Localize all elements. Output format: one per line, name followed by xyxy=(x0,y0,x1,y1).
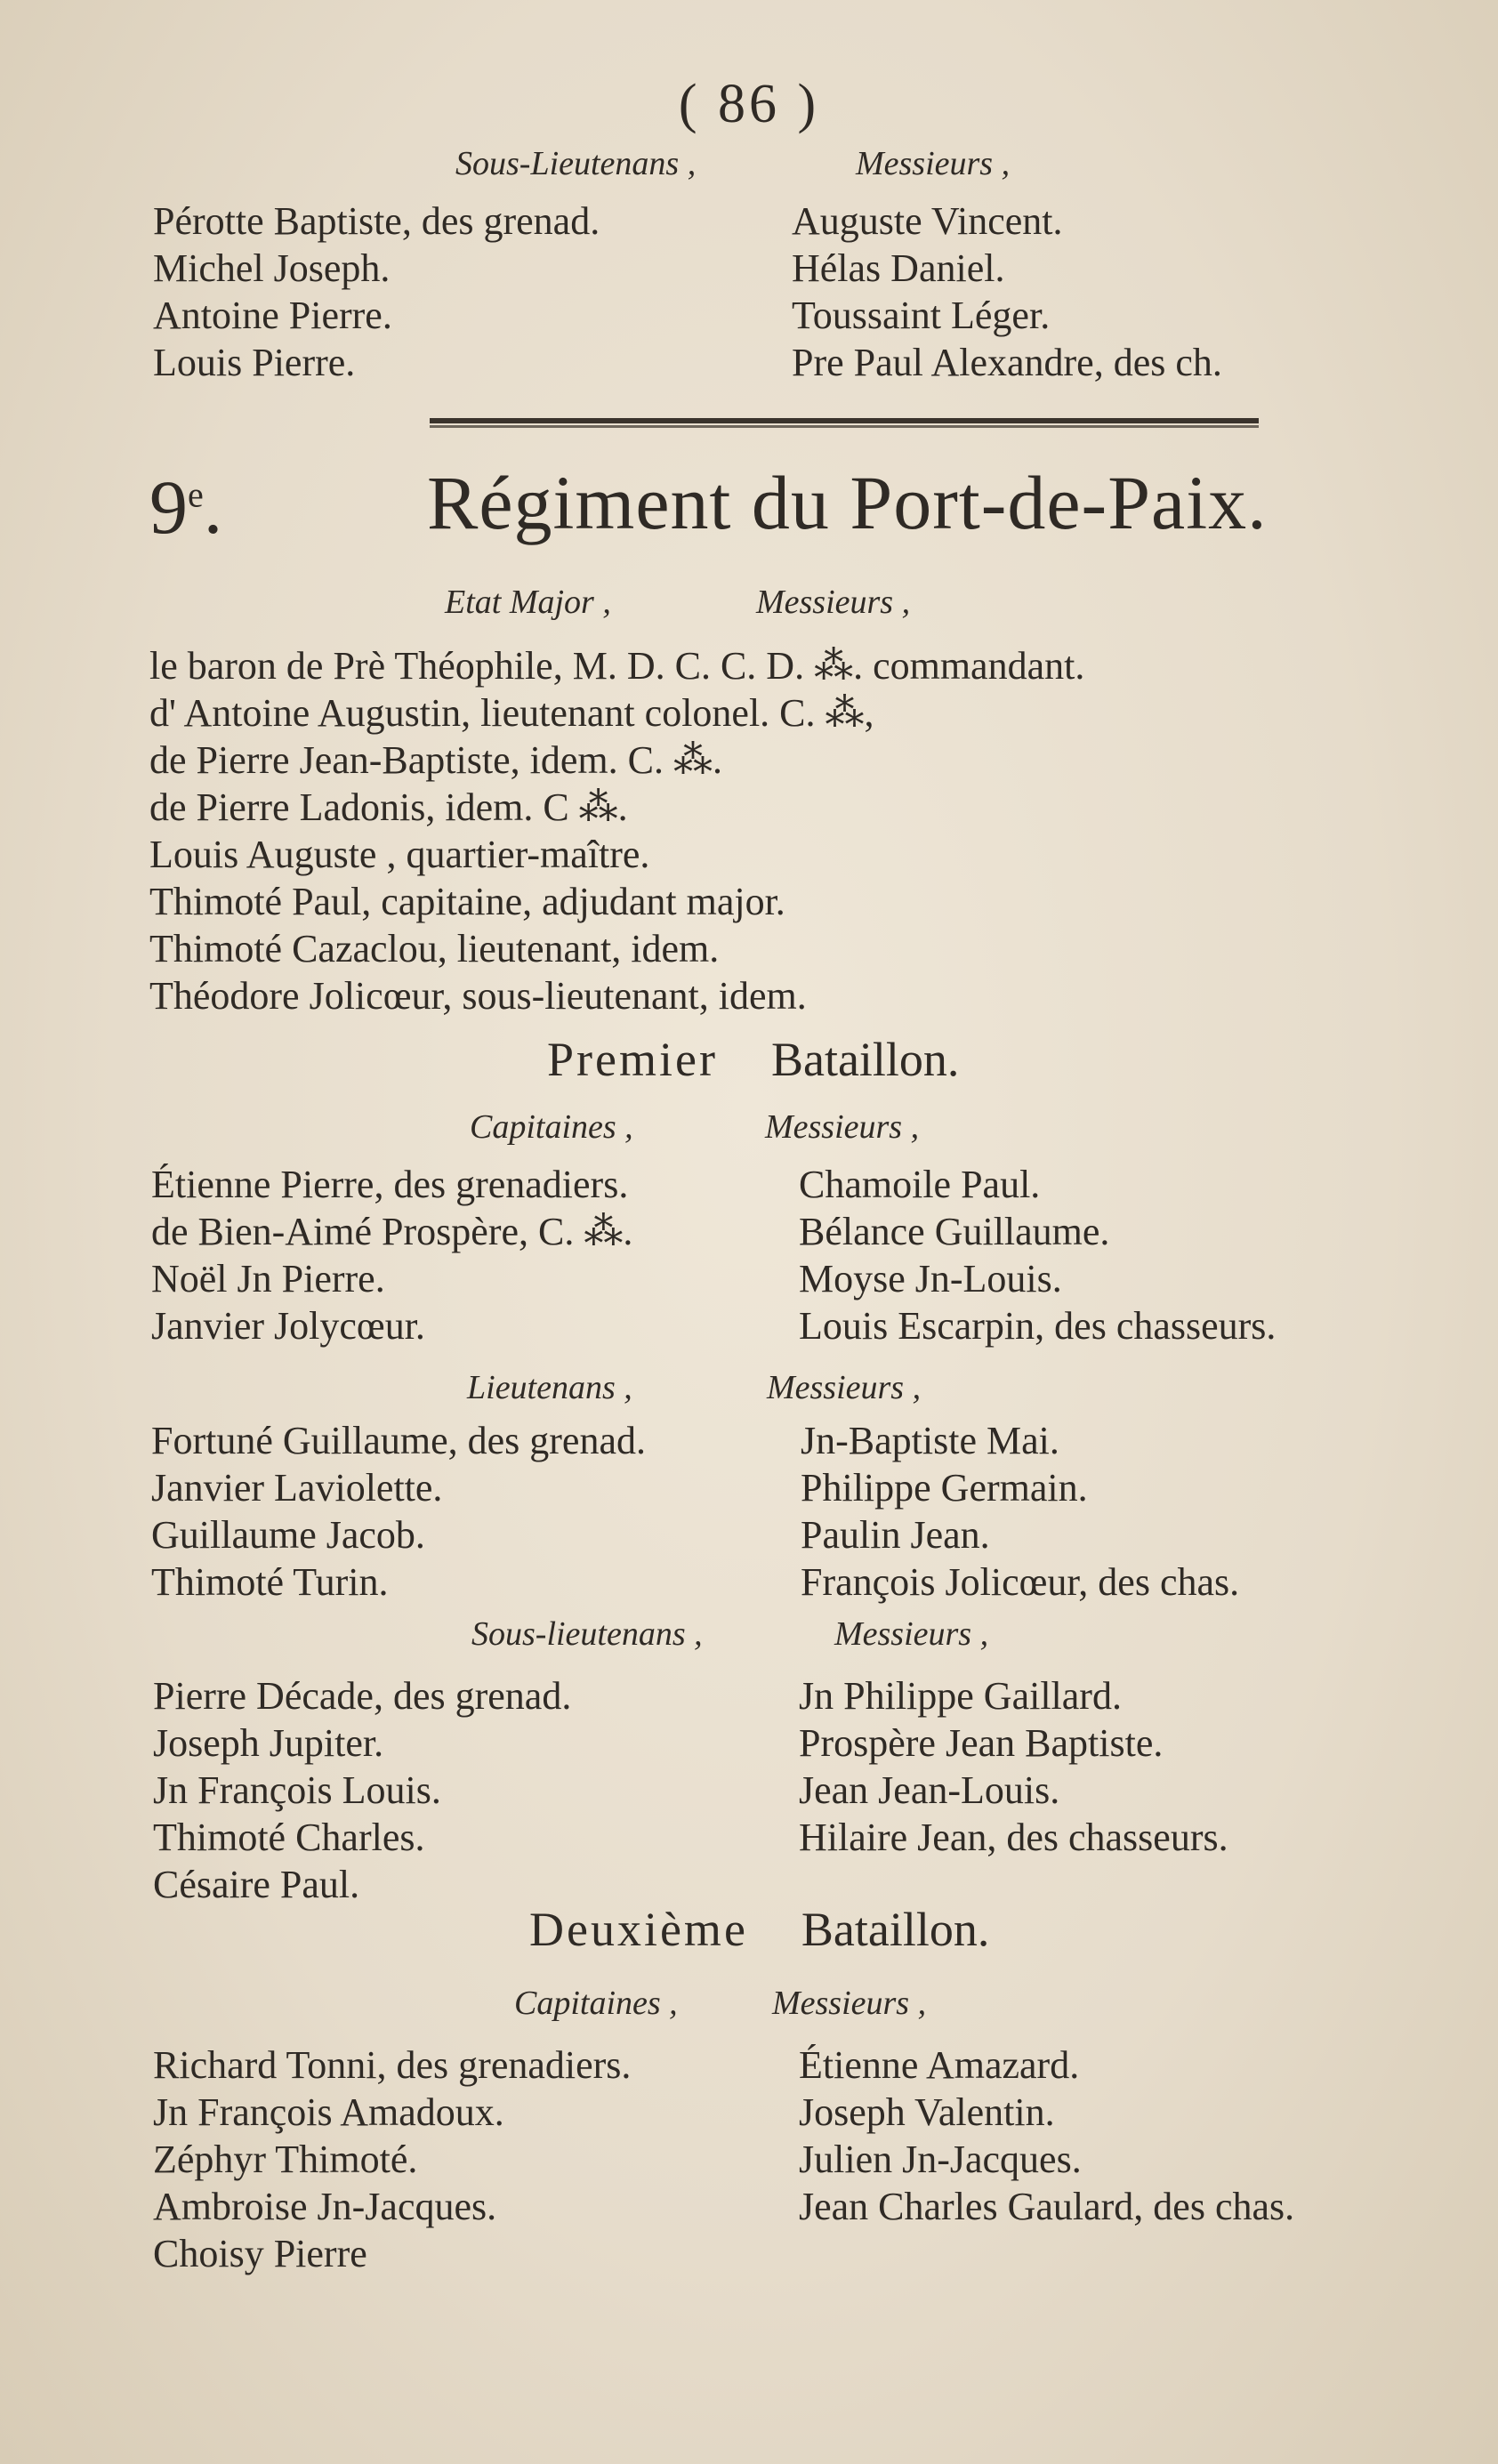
list-item: Janvier Jolycœur. xyxy=(151,1304,425,1348)
premier-capitaines-header-left: Capitaines , xyxy=(470,1108,633,1146)
list-item: Jn François Louis. xyxy=(153,1768,441,1812)
list-item: Théodore Jolicœur, sous-lieutenant, idem. xyxy=(149,974,807,1018)
premier-capitaines-right xyxy=(799,1161,1276,1349)
list-item: Toussaint Léger. xyxy=(792,294,1051,337)
list-item: Thimoté Charles. xyxy=(153,1816,425,1859)
list-item: Hélas Daniel. xyxy=(792,246,1005,290)
list-item: Jean Jean-Louis. xyxy=(799,1768,1060,1812)
premier-capitaines-header-right: Messieurs , xyxy=(765,1108,920,1146)
premier-lieutenans-header-right: Messieurs , xyxy=(767,1369,922,1406)
list-item: Julien Jn-Jacques. xyxy=(799,2138,1082,2181)
top-header-left: Sous-Lieutenans , xyxy=(455,145,697,182)
premier-lieutenans-right xyxy=(801,1417,1239,1606)
list-item: François Jolicœur, des chas. xyxy=(801,1560,1240,1604)
deuxieme-capitaines-header-right: Messieurs , xyxy=(772,1985,927,2022)
list-item: Choisy Pierre xyxy=(153,2232,367,2275)
list-item: Jn Philippe Gaillard. xyxy=(799,1674,1122,1718)
list-item: Thimoté Turin. xyxy=(151,1560,389,1604)
list-item: Richard Tonni, des grenadiers. xyxy=(153,2043,632,2087)
list-item: Joseph Valentin. xyxy=(799,2090,1055,2134)
regiment-number: 9e. xyxy=(149,464,223,550)
list-item: Bélance Guillaume. xyxy=(799,1210,1110,1253)
premier-sous-lieutenans-left xyxy=(153,1672,571,1908)
page-number: ( 86 ) xyxy=(678,74,820,134)
list-item: Jean Charles Gaulard, des chas. xyxy=(799,2185,1295,2228)
list-item: Paulin Jean. xyxy=(801,1513,990,1557)
premier-sous-lieutenans-right xyxy=(799,1672,1228,1861)
top-right-column xyxy=(792,197,1222,386)
top-header-right: Messieurs , xyxy=(856,145,1011,182)
list-item: Chamoile Paul. xyxy=(799,1163,1041,1206)
list-item: de Bien-Aimé Prospère, C. ⁂. xyxy=(151,1210,633,1253)
list-item: Philippe Germain. xyxy=(801,1466,1088,1510)
list-item: Auguste Vincent. xyxy=(792,199,1063,243)
premier-bataillon-title: Premier Bataillon. xyxy=(547,1033,960,1086)
list-item: Jn François Amadoux. xyxy=(153,2090,504,2134)
etat-major-list xyxy=(149,642,1084,1019)
list-item: Moyse Jn-Louis. xyxy=(799,1257,1062,1300)
deuxieme-capitaines-right xyxy=(799,2041,1294,2230)
deuxieme-bataillon-title: Deuxième Bataillon. xyxy=(529,1903,990,1956)
list-item: Fortuné Guillaume, des grenad. xyxy=(151,1419,646,1462)
list-item: le baron de Prè Théophile, M. D. C. C. D. ⁂. commandant. xyxy=(149,644,1085,688)
premier-sous-lieutenans-header-left: Sous-lieutenans , xyxy=(471,1615,703,1653)
etat-major-header-left: Etat Major , xyxy=(445,584,611,621)
list-item: Louis Pierre. xyxy=(153,341,356,384)
list-item: Louis Auguste , quartier-maître. xyxy=(149,833,650,876)
top-left-column xyxy=(153,197,600,386)
list-item: Thimoté Paul, capitaine, adjudant major. xyxy=(149,880,785,923)
list-item: Ambroise Jn-Jacques. xyxy=(153,2185,497,2228)
premier-lieutenans-left xyxy=(151,1417,646,1606)
section-divider xyxy=(430,418,1259,429)
premier-lieutenans-header-left: Lieutenans , xyxy=(467,1369,632,1406)
regiment-title: Régiment du Port-de-Paix. xyxy=(427,460,1268,545)
etat-major-header-right: Messieurs , xyxy=(756,584,911,621)
deuxieme-capitaines-left xyxy=(153,2041,631,2277)
list-item: Noël Jn Pierre. xyxy=(151,1257,385,1300)
list-item: Guillaume Jacob. xyxy=(151,1513,425,1557)
list-item: de Pierre Jean-Baptiste, idem. C. ⁂. xyxy=(149,738,722,782)
list-item: Pérotte Baptiste, des grenad. xyxy=(153,199,600,243)
list-item: de Pierre Ladonis, idem. C ⁂. xyxy=(149,785,628,829)
list-item: Étienne Pierre, des grenadiers. xyxy=(151,1163,629,1206)
premier-capitaines-left xyxy=(151,1161,632,1349)
list-item: Zéphyr Thimoté. xyxy=(153,2138,418,2181)
list-item: Pre Paul Alexandre, des ch. xyxy=(792,341,1222,384)
list-item: d' Antoine Augustin, lieutenant colonel. C. ⁂, xyxy=(149,691,874,735)
list-item: Janvier Laviolette. xyxy=(151,1466,443,1510)
deuxieme-capitaines-header-left: Capitaines , xyxy=(514,1985,678,2022)
list-item: Antoine Pierre. xyxy=(153,294,392,337)
list-item: Césaire Paul. xyxy=(153,1863,360,1906)
list-item: Michel Joseph. xyxy=(153,246,391,290)
list-item: Thimoté Cazaclou, lieutenant, idem. xyxy=(149,927,720,970)
list-item: Louis Escarpin, des chasseurs. xyxy=(799,1304,1277,1348)
list-item: Pierre Décade, des grenad. xyxy=(153,1674,572,1718)
list-item: Hilaire Jean, des chasseurs. xyxy=(799,1816,1228,1859)
list-item: Jn-Baptiste Mai. xyxy=(801,1419,1059,1462)
list-item: Joseph Jupiter. xyxy=(153,1721,384,1765)
list-item: Prospère Jean Baptiste. xyxy=(799,1721,1164,1765)
premier-sous-lieutenans-header-right: Messieurs , xyxy=(834,1615,989,1653)
list-item: Étienne Amazard. xyxy=(799,2043,1080,2087)
